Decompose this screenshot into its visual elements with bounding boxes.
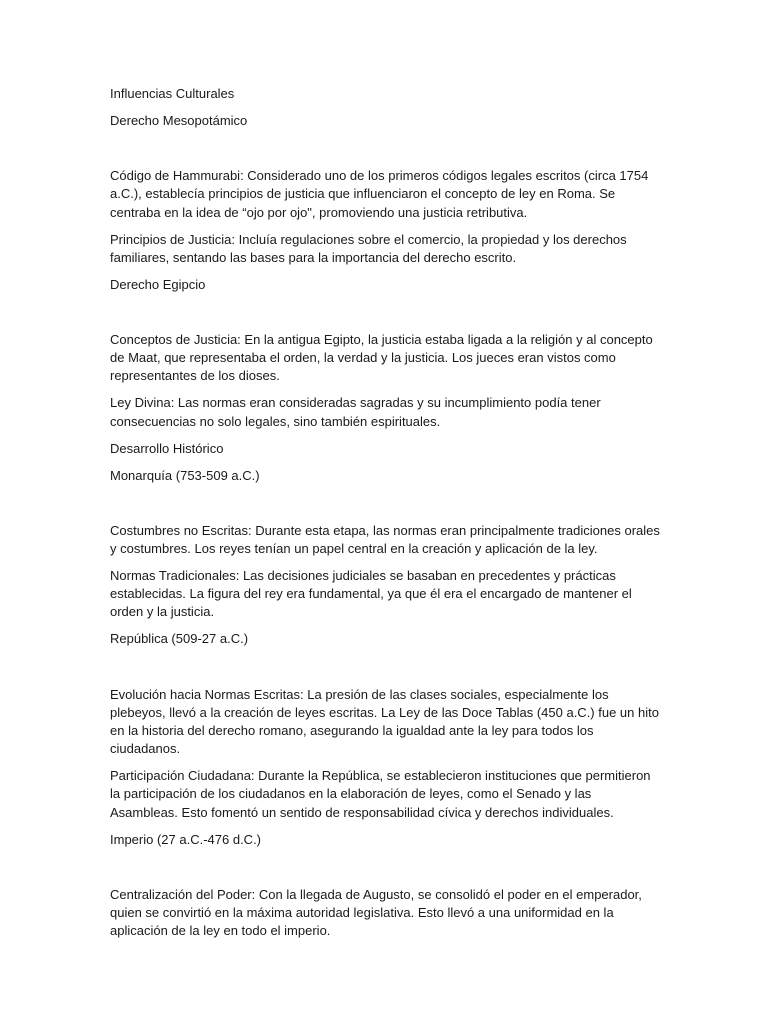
- paragraph-conceptos-justicia: Conceptos de Justicia: En la antigua Egipto, la justicia estaba ligada a la religión y al concepto de Maat, que representaba el orden, la verdad y la justicia. Los jueces eran vistos como representantes de los dioses.: [110, 332, 653, 384]
- document-body: [110, 85, 662, 949]
- paragraph-costumbres-no-escritas: Costumbres no Escritas: Durante esta etapa, las normas eran principalmente tradiciones orales y costumbres. Los reyes tenían un papel central en la creación y aplicación de la ley.: [110, 522, 660, 557]
- paragraph-codigo-hammurabi: Código de Hammurabi: Considerado uno de los primeros códigos legales escritos (circa 1754 a.C.), establecía principios de justicia que influenciaron el concepto de ley en Roma. Se centraba en la idea de “ojo por ojo", promoviendo una justicia retributiva.: [110, 168, 649, 220]
- paragraph-principios-justicia: Principios de Justicia: Incluía regulaciones sobre el comercio, la propiedad y los derechos familiares, sentando las bases para la importancia del derecho escrito.: [110, 231, 627, 265]
- subsection-heading-republica: República (509-27 a.C.): [110, 631, 249, 647]
- paragraph-ley-divina: Ley Divina: Las normas eran consideradas sagradas y su incumplimiento podía tener consecuencias no solo legales, sino también espirituales.: [110, 395, 601, 429]
- section-heading-derecho-egipcio: Derecho Egipcio: [110, 276, 206, 292]
- section-heading-desarrollo-historico: Desarrollo Histórico: [110, 440, 224, 456]
- paragraph-participacion-ciudadana: Participación Ciudadana: Durante la República, se establecieron instituciones que permitieron la participación de los ciudadanos en la elaboración de leyes, como el Senado y las Asambleas. Esto fomentó un sentido de responsabilidad cívica y derechos individuales.: [110, 768, 651, 820]
- subsection-heading-imperio: Imperio (27 a.C.-476 d.C.): [110, 831, 262, 847]
- paragraph-evolucion-normas-escritas: Evolución hacia Normas Escritas: La presión de las clases sociales, especialmente los plebeyos, llevó a la creación de leyes escritas. La Ley de las Doce Tablas (450 a.C.) fue un hito en la historia del derecho romano, asegurando la igualdad ante la ley para todos los ciudadanos.: [110, 686, 659, 757]
- paragraph-centralizacion-poder: Centralización del Poder: Con la llegada de Augusto, se consolidó el poder en el emperador, quien se convirtió en la máxima autoridad legislativa. Esto llevó a una uniformidad en la aplicación de la ley en todo el imperio.: [110, 886, 642, 939]
- document-title: Influencias Culturales: [110, 86, 235, 101]
- section-heading-derecho-mesopotamico: Derecho Mesopotámico: [110, 113, 248, 128]
- paragraph-normas-tradicionales: Normas Tradicionales: Las decisiones judiciales se basaban en precedentes y prácticas establecidas. La figura del rey era fundamental, ya que él era el encargado de mantener el orden y la justicia.: [110, 568, 632, 620]
- subsection-heading-monarquia: Monarquía (753-509 a.C.): [110, 467, 260, 483]
